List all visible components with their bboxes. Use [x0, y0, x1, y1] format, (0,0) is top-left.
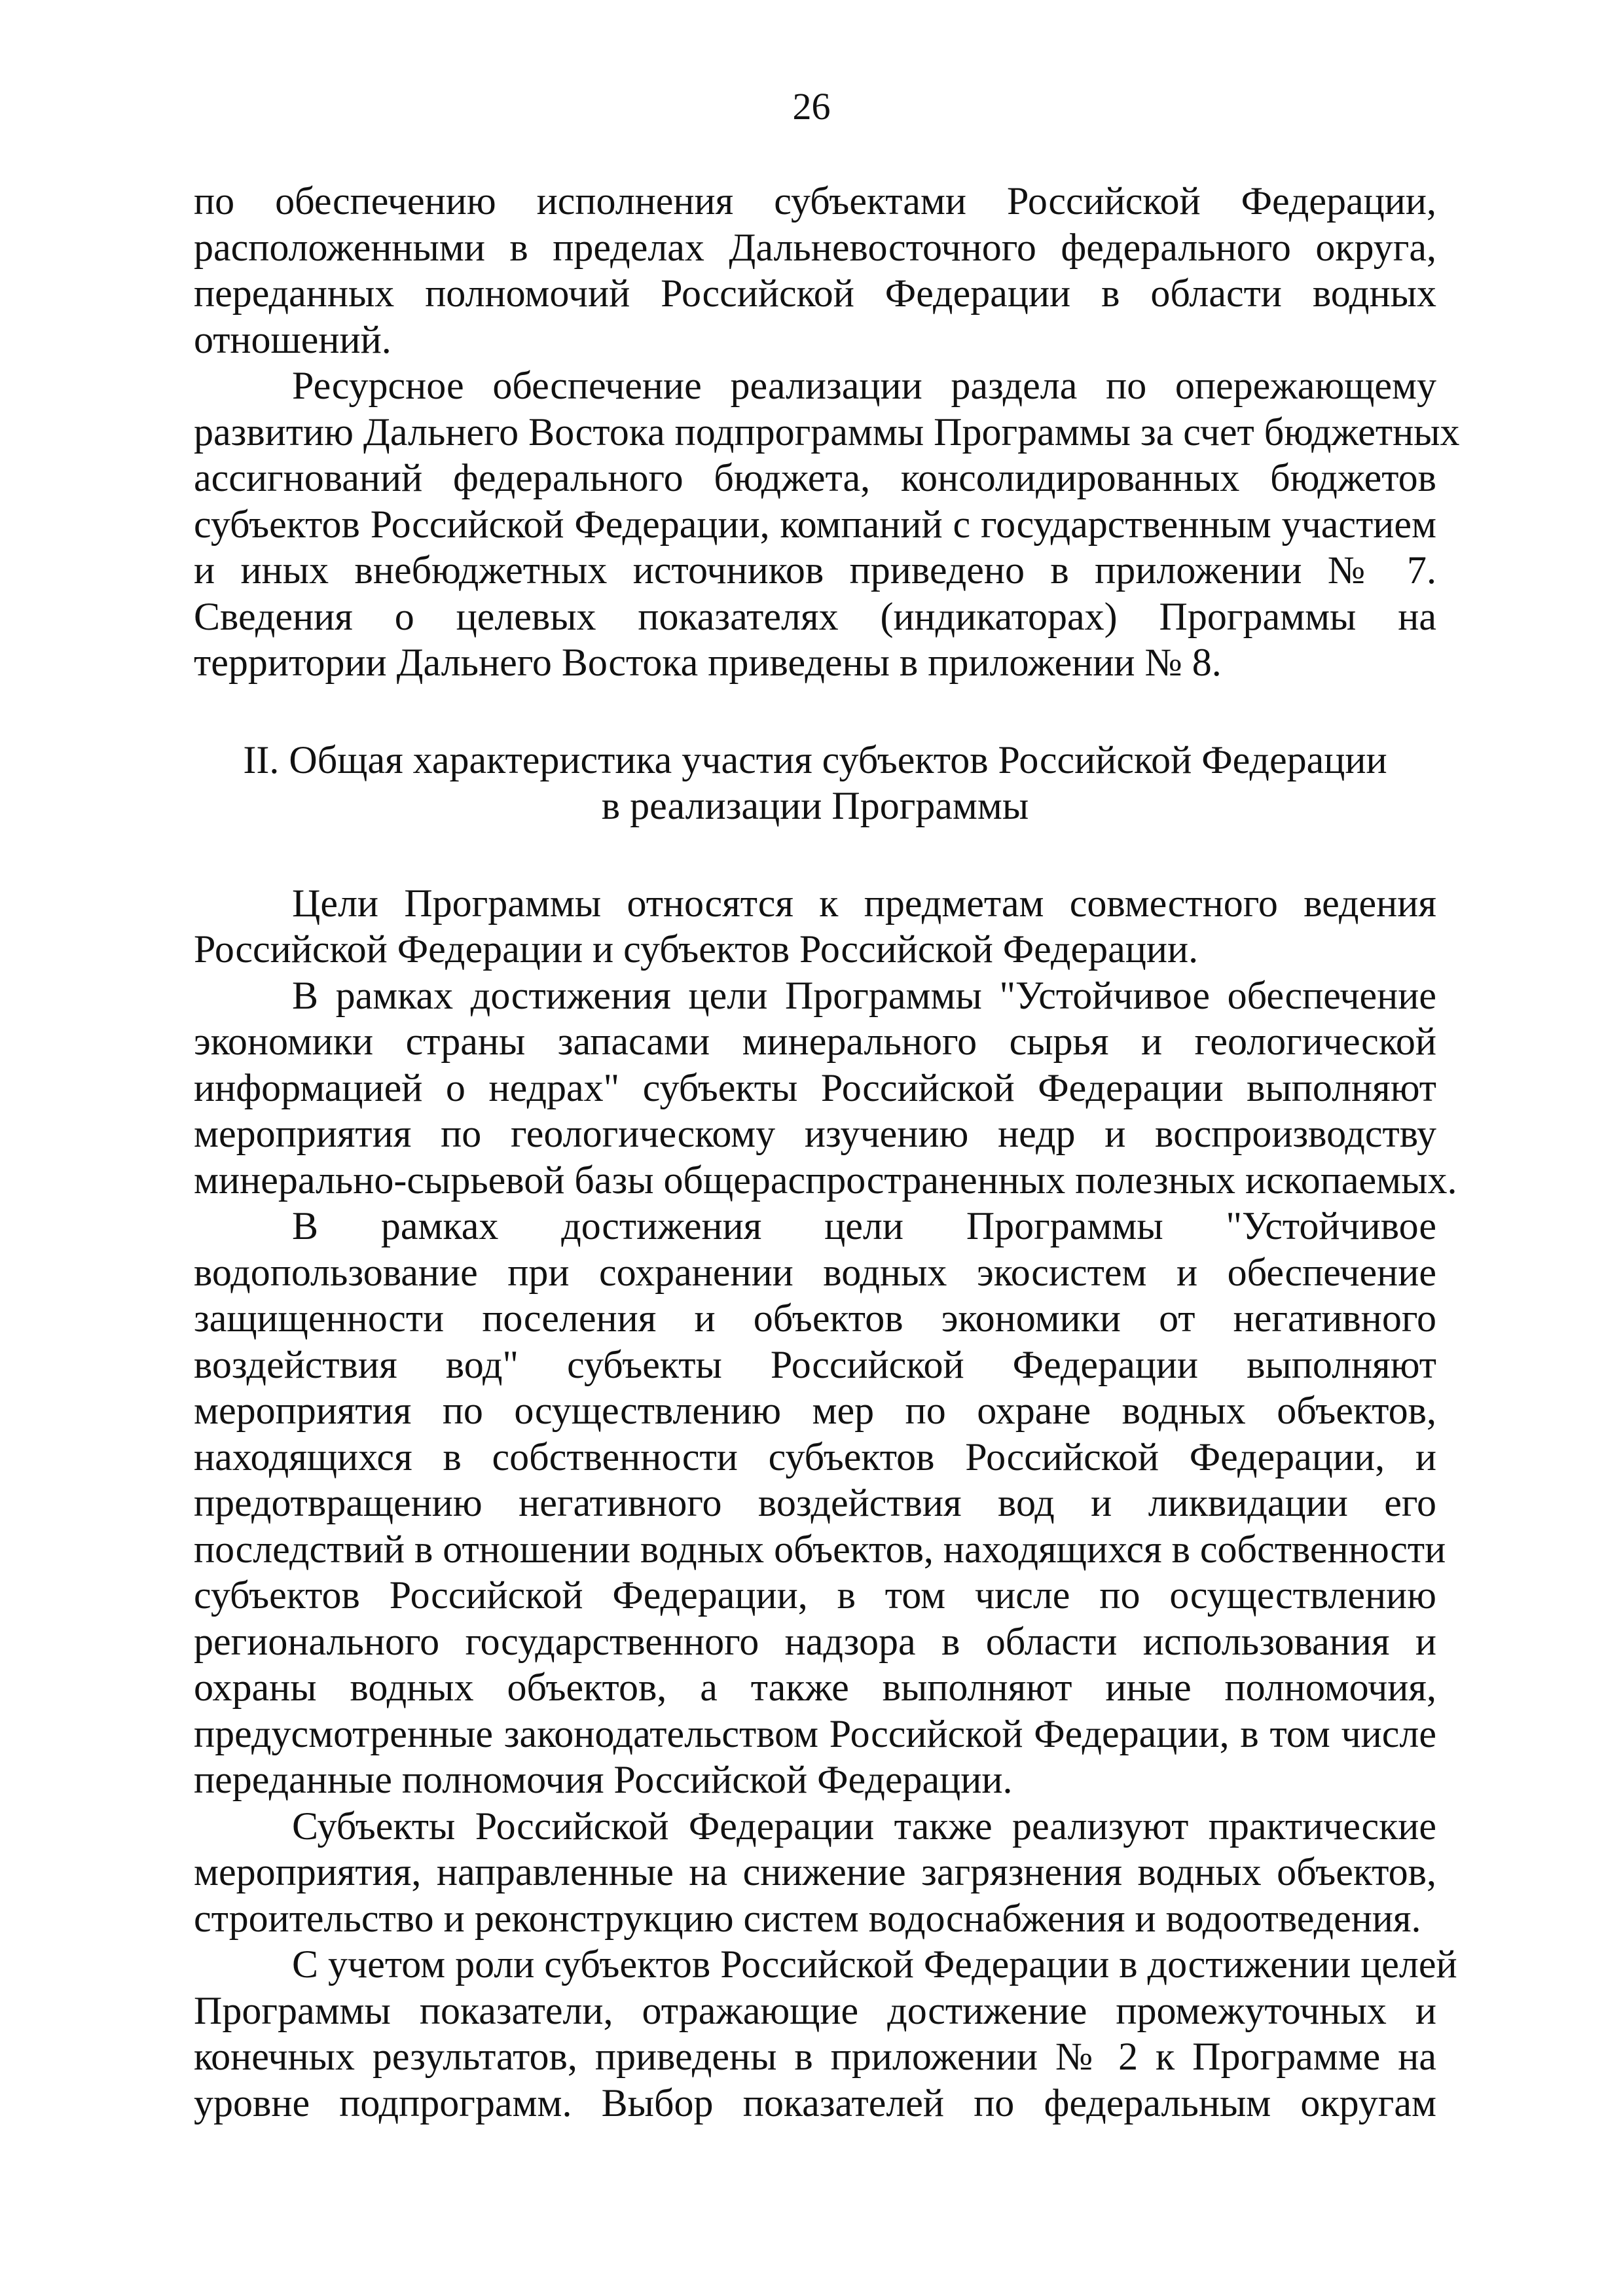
- paragraph-line: по обеспечению исполнения субъектами Российской Федерации,: [194, 179, 1436, 223]
- paragraph-line: регионального государственного надзора в области использования и: [194, 1619, 1436, 1663]
- section-heading-line-1: II. Общая характеристика участия субъектов Российской Федерации: [243, 738, 1387, 781]
- paragraph-line: отношений.: [194, 317, 392, 361]
- paragraph-line: информацией о недрах" субъекты Российской Федерации выполняют: [194, 1066, 1436, 1109]
- paragraph-line: мероприятия по геологическому изучению недр и воспроизводству: [194, 1112, 1436, 1155]
- paragraph-line: Российской Федерации и субъектов Российской Федерации.: [194, 927, 1199, 971]
- paragraph-line: охраны водных объектов, а также выполняют иные полномочия,: [194, 1666, 1436, 1709]
- paragraph-line: Субъекты Российской Федерации также реализуют практические: [292, 1804, 1436, 1848]
- paragraph-line: уровне подпрограмм. Выбор показателей по федеральным округам: [194, 2081, 1436, 2125]
- document-body: [194, 178, 1460, 2126]
- paragraph-line: расположенными в пределах Дальневосточного федерального округа,: [194, 225, 1436, 269]
- paragraph-line: защищенности поселения и объектов экономики от негативного: [194, 1297, 1436, 1340]
- paragraph-line: предотвращению негативного воздействия вод и ликвидации его: [194, 1481, 1436, 1524]
- paragraph-line: переданных полномочий Российской Федерации в области водных: [194, 272, 1436, 315]
- paragraph-line: минерально-сырьевой базы общераспространенных полезных ископаемых.: [194, 1158, 1457, 1202]
- paragraph-line: Программы показатели, отражающие достижение промежуточных и: [194, 1988, 1436, 2032]
- paragraph: [194, 1803, 1436, 1942]
- page-number: 26: [792, 85, 831, 128]
- paragraph-line: Сведения о целевых показателях (индикаторах) Программы на: [194, 594, 1436, 638]
- paragraph-line: воздействия вод" субъекты Российской Федерации выполняют: [194, 1342, 1436, 1386]
- paragraph-line: В рамках достижения цели Программы "Устойчивое: [292, 1204, 1436, 1247]
- paragraph-line: и иных внебюджетных источников приведено в приложении № 7.: [194, 548, 1436, 592]
- section-intro: [194, 178, 1460, 686]
- section-heading: [194, 737, 1436, 829]
- paragraph-line: строительство и реконструкцию систем водоснабжения и водоотведения.: [194, 1896, 1421, 1940]
- paragraph-line: субъектов Российской Федерации, компаний с государственным участием: [194, 502, 1436, 546]
- paragraph: [194, 880, 1436, 973]
- paragraph: [194, 1941, 1457, 2126]
- paragraph-line: переданные полномочия Российской Федерации.: [194, 1758, 1013, 1801]
- paragraph: [194, 178, 1436, 363]
- paragraph-line: мероприятия по осуществлению мер по охране водных объектов,: [194, 1389, 1436, 1432]
- paragraph-line: предусмотренные законодательством Российской Федерации, в том числе: [194, 1712, 1436, 1755]
- paragraph-line: территории Дальнего Востока приведены в приложении № 8.: [194, 641, 1222, 684]
- paragraph-line: последствий в отношении водных объектов, находящихся в собственности: [194, 1527, 1446, 1571]
- paragraph-line: развитию Дальнего Востока подпрограммы Программы за счет бюджетных: [194, 410, 1460, 454]
- paragraph-line: С учетом роли субъектов Российской Федерации в достижении целей: [292, 1943, 1457, 1986]
- paragraph-line: находящихся в собственности субъектов Российской Федерации, и: [194, 1435, 1436, 1479]
- paragraph-line: ассигнований федерального бюджета, консолидированных бюджетов: [194, 456, 1436, 499]
- paragraph-line: экономики страны запасами минерального сырья и геологической: [194, 1020, 1436, 1063]
- paragraph-line: В рамках достижения цели Программы "Устойчивое обеспечение: [292, 973, 1436, 1017]
- paragraph: [194, 1203, 1446, 1803]
- paragraph: [194, 973, 1457, 1204]
- paragraph: [194, 363, 1460, 686]
- paragraph-line: субъектов Российской Федерации, в том числе по осуществлению: [194, 1573, 1436, 1617]
- paragraph-line: конечных результатов, приведены в приложении № 2 к Программе на: [194, 2035, 1436, 2078]
- section-body: [194, 880, 1457, 2126]
- paragraph-line: водопользование при сохранении водных экосистем и обеспечение: [194, 1250, 1436, 1294]
- section-heading-line-2: в реализации Программы: [601, 784, 1029, 827]
- paragraph-line: мероприятия, направленные на снижение загрязнения водных объектов,: [194, 1850, 1436, 1893]
- paragraph-line: Ресурсное обеспечение реализации раздела по опережающему: [292, 364, 1436, 407]
- paragraph-line: Цели Программы относятся к предметам совместного ведения: [292, 881, 1436, 925]
